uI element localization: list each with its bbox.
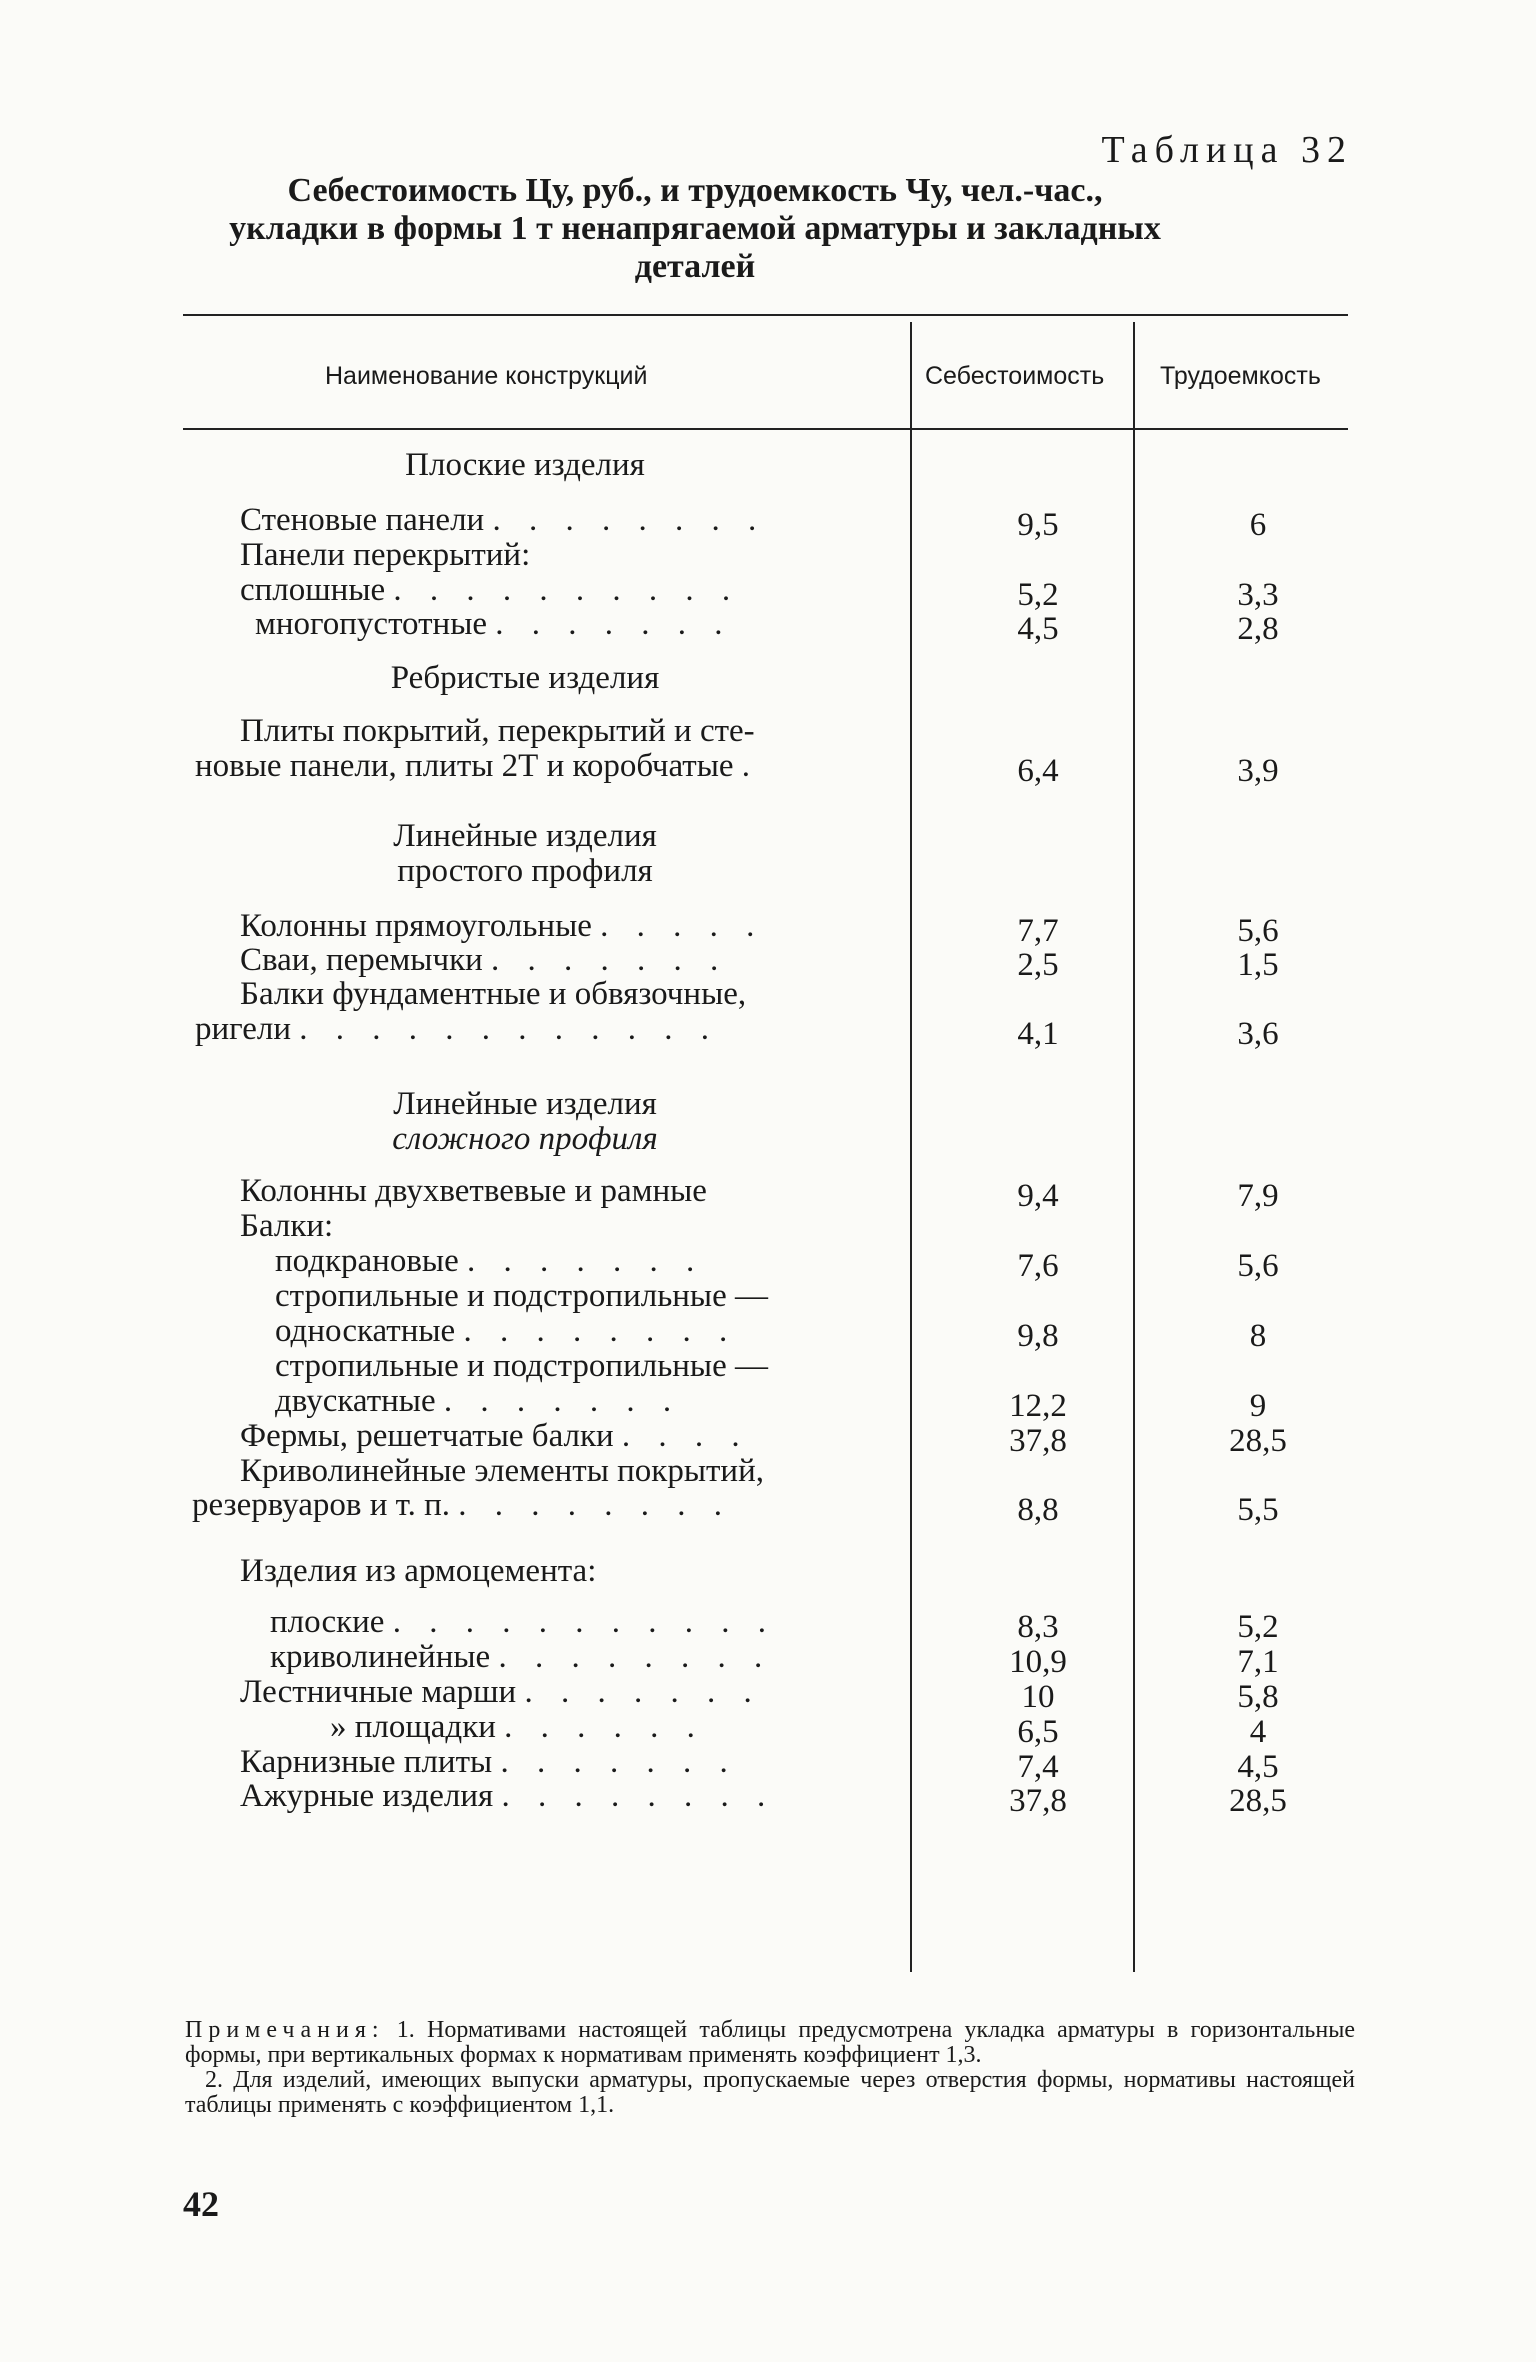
- table-row-labor: 7,9: [1237, 1178, 1279, 1214]
- section-linear-complex-1: Линейные изделия: [393, 1086, 657, 1122]
- table-row-label: подкрановые . . . . . . .: [275, 1243, 705, 1279]
- column-header-labor: Трудоемкость: [1160, 362, 1321, 390]
- table-row-labor: 28,5: [1229, 1423, 1287, 1459]
- table-row-labor: 28,5: [1229, 1783, 1287, 1819]
- column-header-cost: Себестоимость: [925, 362, 1105, 390]
- section-flat: Плоские изделия: [405, 447, 645, 483]
- table-row-label: ригели . . . . . . . . . . . .: [195, 1011, 720, 1047]
- table-row-label: резервуаров и т. п. . . . . . . . .: [192, 1487, 732, 1523]
- table-row-label: Плиты покрытий, перекрытий и сте-: [240, 713, 755, 749]
- column-header-name: Наименование конструкций: [325, 362, 648, 390]
- section-linear-complex-2: сложного профиля: [392, 1121, 658, 1157]
- table-row-cost: 9,8: [1017, 1318, 1059, 1354]
- table-row-cost: 37,8: [1009, 1423, 1067, 1459]
- table-row-cost: 6,4: [1017, 753, 1059, 789]
- table-row-label: новые панели, плиты 2Т и коробчатые .: [195, 748, 761, 784]
- page-number: 42: [183, 2184, 219, 2224]
- table-row-cost: 9,5: [1017, 507, 1059, 543]
- table-row-label: сплошные . . . . . . . . . .: [240, 572, 741, 608]
- table-row-label: стропильные и подстропильные —: [275, 1278, 768, 1314]
- table-row-labor: 9: [1249, 1388, 1267, 1424]
- table-row-labor: 4: [1249, 1714, 1267, 1750]
- table-row-cost: 8,3: [1017, 1609, 1059, 1645]
- table-row-cost: 7,7: [1017, 913, 1059, 949]
- table-row-label: Балки:: [240, 1208, 334, 1244]
- table-row-labor: 4,5: [1237, 1749, 1279, 1785]
- section-ribbed: Ребристые изделия: [390, 660, 660, 696]
- table-row-label: Сваи, перемычки . . . . . . .: [240, 942, 729, 978]
- table-row-label: криволинейные . . . . . . . .: [270, 1639, 773, 1675]
- table-label: Таблица 32: [1101, 129, 1353, 171]
- table-row-cost: 4,1: [1017, 1016, 1059, 1052]
- note-2: 2. Для изделий, имеющих выпуски арматуры, пропускаемые через отверстия формы, нормативы настоящей таблицы применять с коэффициентом 1,1.: [185, 2067, 1355, 2118]
- table-row-cost: 7,4: [1017, 1749, 1059, 1785]
- table-row-label: Лестничные марши . . . . . . .: [240, 1674, 762, 1710]
- table-row-labor: 5,2: [1237, 1609, 1279, 1645]
- table-row-cost: 37,8: [1009, 1783, 1067, 1819]
- table-row-cost: 6,5: [1017, 1714, 1059, 1750]
- table-row-labor: 5,6: [1237, 913, 1279, 949]
- table-row-labor: 5,6: [1237, 1248, 1279, 1284]
- table-title: [150, 172, 1240, 286]
- table-row-label: Колонны двухветвевые и рамные: [240, 1173, 707, 1209]
- table-row-cost: 8,8: [1017, 1492, 1059, 1528]
- table-row-label: двускатные . . . . . . .: [275, 1383, 682, 1419]
- table-row-cost: 5,2: [1017, 577, 1059, 613]
- table-row-label: » площадки . . . . . .: [330, 1709, 705, 1745]
- note-1: Примечания: 1. Нормативами настоящей таблицы предусмотрена укладка арматуры в горизонтальные формы, при вертикальных формах к нормативам применять коэффициент 1,3.: [185, 2017, 1355, 2068]
- table-row-label: Ажурные изделия . . . . . . . .: [240, 1778, 776, 1814]
- section-armocement: Изделия из армоцемента:: [240, 1553, 597, 1589]
- table-row-cost: 10,9: [1009, 1644, 1067, 1680]
- table-row-label: Стеновые панели . . . . . . . .: [240, 502, 767, 538]
- table-row-labor: 5,5: [1237, 1492, 1279, 1528]
- table-row-labor: 8: [1249, 1318, 1267, 1354]
- table-row-labor: 5,8: [1237, 1679, 1279, 1715]
- table-row-cost: 12,2: [1009, 1388, 1067, 1424]
- title-line-3: деталей: [634, 248, 756, 285]
- table-row-label: Панели перекрытий:: [240, 537, 531, 573]
- title-line-1: Себестоимость Цу, руб., и трудоемкость Чу, чел.-час.,: [287, 172, 1103, 209]
- table-top-rule: [183, 314, 1348, 316]
- table-row-labor: 3,3: [1237, 577, 1279, 613]
- title-line-2: укладки в формы 1 т ненапрягаемой арматуры и закладных: [229, 210, 1161, 247]
- header-bottom-rule: [183, 428, 1348, 430]
- table-row-label: Фермы, решетчатые балки . . . .: [240, 1418, 750, 1454]
- table-row-label: Карнизные плиты . . . . . . .: [240, 1744, 738, 1780]
- table-row-cost: 2,5: [1017, 947, 1059, 983]
- table-row-labor: 1,5: [1237, 947, 1279, 983]
- table-row-label: Криволинейные элементы покрытий,: [240, 1453, 764, 1489]
- table-row-cost: 4,5: [1017, 611, 1059, 647]
- table-row-cost: 9,4: [1017, 1178, 1059, 1214]
- table-row-cost: 7,6: [1017, 1248, 1059, 1284]
- table-row-label: Колонны прямоугольные . . . . .: [240, 908, 765, 944]
- table-row-labor: 3,9: [1237, 753, 1279, 789]
- section-linear-simple-2: простого профиля: [397, 853, 653, 889]
- table-row-label: стропильные и подстропильные —: [275, 1348, 768, 1384]
- table-row-label: Балки фундаментные и обвязочные,: [240, 976, 747, 1012]
- section-linear-simple-1: Линейные изделия: [393, 818, 657, 854]
- table-row-labor: 2,8: [1237, 611, 1279, 647]
- table-row-labor: 7,1: [1237, 1644, 1279, 1680]
- table-row-label: многопустотные . . . . . . .: [255, 606, 733, 642]
- table-row-labor: 6: [1249, 507, 1267, 543]
- column-divider-2: [1133, 322, 1135, 1972]
- table-row-cost: 10: [1021, 1679, 1055, 1715]
- table-row-label: плоские . . . . . . . . . . .: [270, 1604, 776, 1640]
- table-row-label: односкатные . . . . . . . .: [275, 1313, 738, 1349]
- table-row-labor: 3,6: [1237, 1016, 1279, 1052]
- notes: [185, 2018, 1355, 2118]
